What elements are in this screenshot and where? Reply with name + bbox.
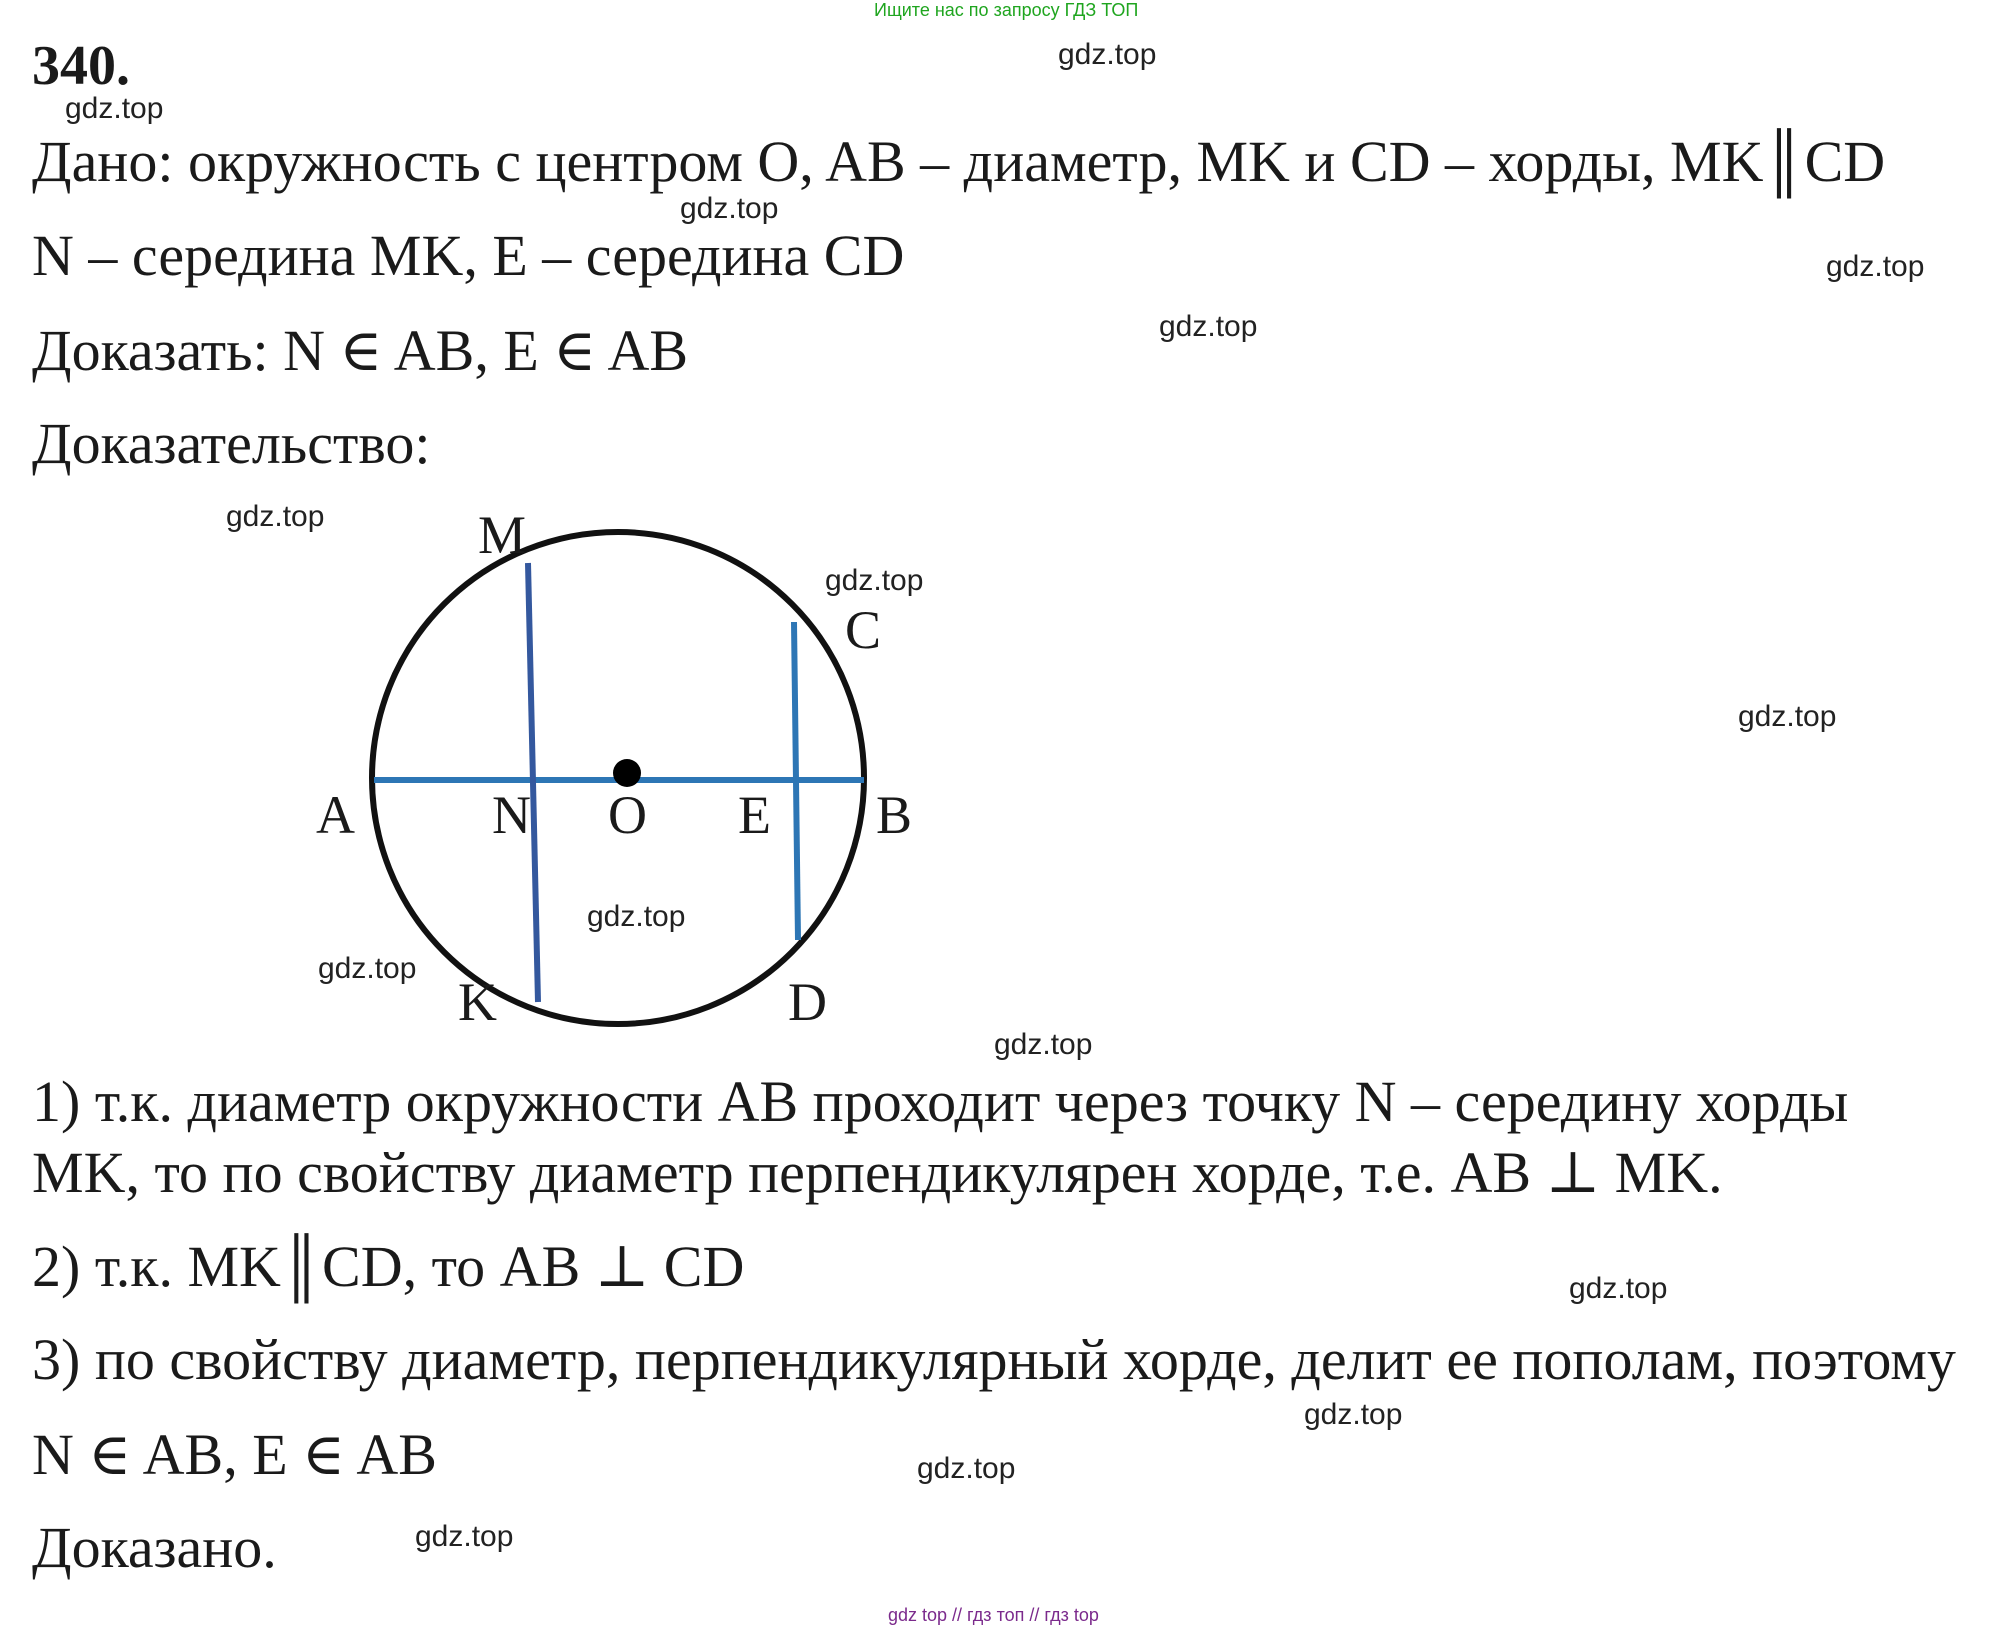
watermark: gdz.top <box>1738 700 1837 733</box>
watermark: gdz.top <box>65 92 164 125</box>
given-line-1: Дано: окружность с центром O, AB – диаметр, MK и CD – хорды, MK║CD <box>32 129 1886 194</box>
watermark: gdz.top <box>587 900 686 933</box>
label-m: M <box>478 505 527 565</box>
label-n: N <box>492 785 531 845</box>
given-line-2: N – середина MK, E – середина CD <box>32 223 905 288</box>
proof-heading: Доказательство: <box>32 411 431 476</box>
step-3-line-1: 3) по свойству диаметр, перпендикулярный хорде, делит ее пополам, поэтому <box>32 1327 1956 1392</box>
center-point <box>613 759 641 787</box>
label-b: B <box>876 785 913 845</box>
watermark: gdz.top <box>1826 250 1925 283</box>
label-c: C <box>845 600 882 660</box>
step-1-line-2: MK, то по свойству диаметр перпендикулярен хорде, т.е. AB ⊥ MK. <box>32 1140 1723 1205</box>
label-d: D <box>788 972 827 1032</box>
step-2: 2) т.к. MK║CD, то AB ⊥ CD <box>32 1234 745 1299</box>
problem-number: 340. <box>32 35 130 97</box>
watermark: gdz.top <box>917 1452 1016 1485</box>
watermark: gdz.top <box>226 500 325 533</box>
watermark: gdz.top <box>825 564 924 597</box>
prove-statement: Доказать: N ∈ AB, E ∈ AB <box>32 318 689 383</box>
label-a: A <box>316 785 355 845</box>
label-o: O <box>608 785 647 845</box>
step-1-line-1: 1) т.к. диаметр окружности AB проходит через точку N – середину хорды <box>32 1069 1849 1134</box>
chord-cd <box>794 622 798 940</box>
watermark: gdz.top <box>1159 310 1258 343</box>
label-k: K <box>458 972 497 1032</box>
watermark: gdz.top <box>415 1520 514 1553</box>
watermark: gdz.top <box>680 192 779 225</box>
watermark: gdz.top <box>994 1028 1093 1061</box>
watermark: gdz.top <box>1569 1272 1668 1305</box>
label-e: E <box>738 785 771 845</box>
conclusion: Доказано. <box>32 1515 277 1580</box>
top-banner: Ищите нас по запросу ГДЗ ТОП <box>874 0 1139 20</box>
step-3-line-2: N ∈ AB, E ∈ AB <box>32 1422 437 1487</box>
watermark: gdz.top <box>1304 1398 1403 1431</box>
watermark: gdz.top <box>318 952 417 985</box>
footer-banner: gdz top // гдз топ // гдз top <box>888 1605 1099 1625</box>
watermark: gdz.top <box>1058 38 1157 71</box>
